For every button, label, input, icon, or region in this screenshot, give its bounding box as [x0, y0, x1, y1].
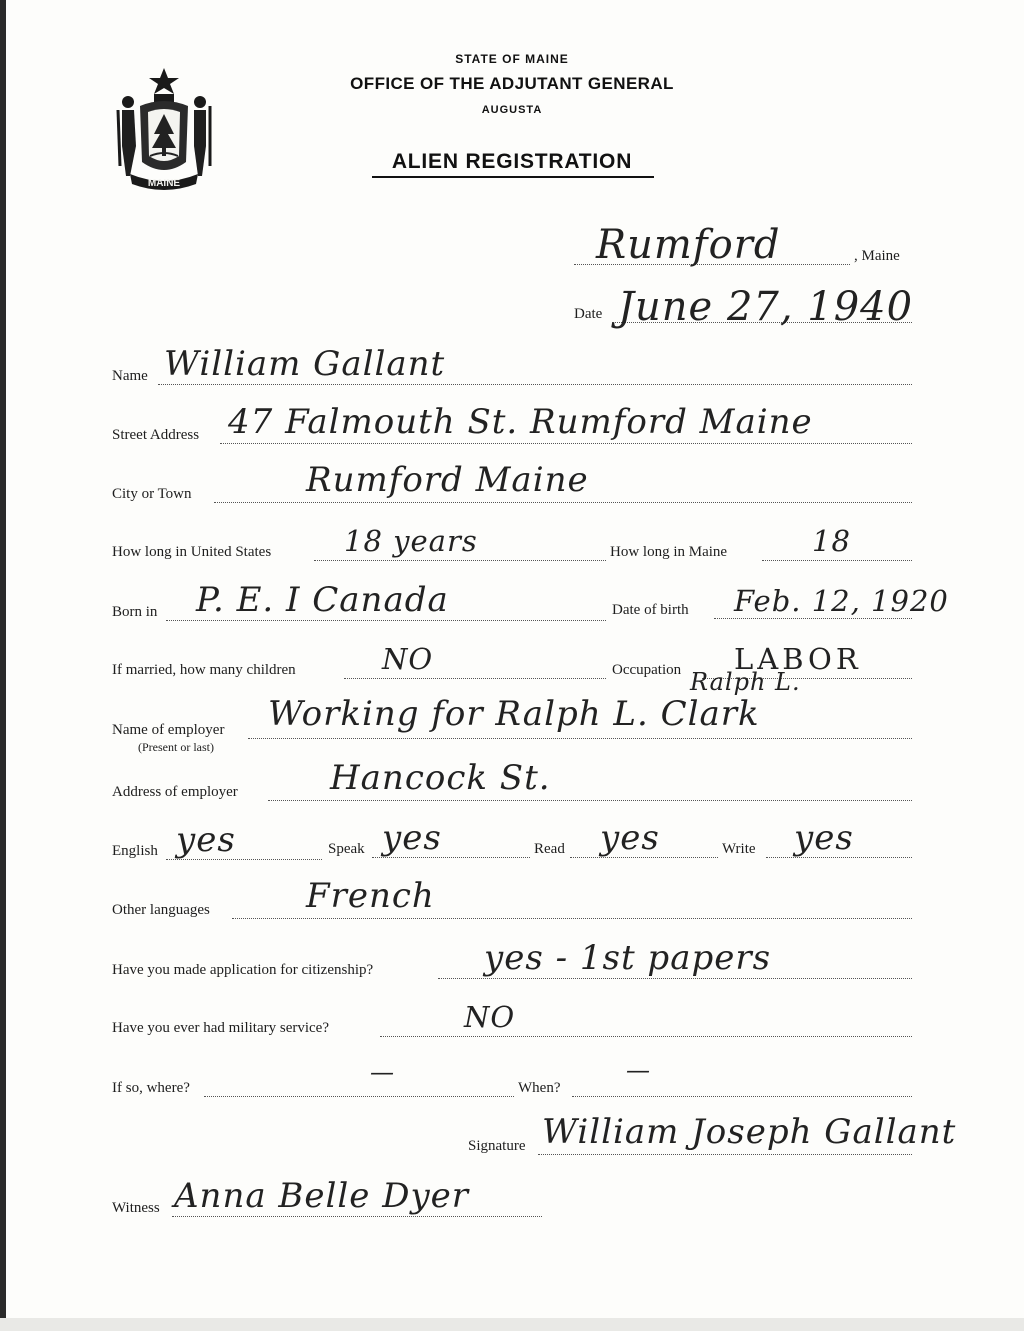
employer-value: Working for Ralph L. Clark — [268, 694, 760, 734]
employer-address-line — [268, 800, 912, 801]
read-label: Read — [534, 841, 565, 857]
city-label: City or Town — [112, 486, 192, 502]
occupation-value: LABOR — [734, 642, 862, 676]
military-value: NO — [464, 1000, 516, 1034]
employer-address-value: Hancock St. — [330, 758, 551, 798]
when-label: When? — [518, 1080, 561, 1096]
if-so-where-value: — — [370, 1058, 395, 1086]
seal-text: MAINE — [147, 178, 181, 189]
date-label: Date — [574, 306, 603, 322]
how-long-maine-value: 18 — [812, 524, 851, 558]
title-underline — [372, 176, 654, 178]
city-line — [214, 502, 912, 503]
how-long-us-value: 18 years — [344, 524, 478, 558]
place-suffix-label: , Maine — [854, 248, 900, 264]
citizenship-line — [438, 978, 912, 979]
name-value: William Gallant — [164, 344, 446, 384]
military-line — [380, 1036, 912, 1037]
name-label: Name — [112, 368, 148, 384]
signature-line — [538, 1154, 912, 1155]
english-label: English — [112, 843, 158, 859]
how-long-us-line — [314, 560, 606, 561]
if-so-where-line — [204, 1096, 514, 1097]
children-line — [344, 678, 606, 679]
write-value: yes — [794, 818, 854, 858]
other-languages-label: Other languages — [112, 902, 210, 918]
date-value: June 27, 1940 — [618, 284, 914, 330]
street-address-label: Street Address — [112, 427, 200, 443]
name-line — [158, 384, 912, 385]
occupation-label: Occupation — [612, 662, 682, 678]
english-value: yes — [176, 820, 236, 860]
read-value: yes — [600, 818, 660, 858]
date-of-birth-label: Date of birth — [612, 602, 689, 618]
speak-value: yes — [382, 818, 442, 858]
street-address-value: 47 Falmouth St. Rumford Maine — [228, 402, 813, 442]
employer-sublabel: (Present or last) — [138, 740, 214, 754]
how-long-maine-line — [762, 560, 912, 561]
header-city: AUGUSTA — [481, 104, 543, 116]
when-value: — — [626, 1056, 651, 1084]
date-of-birth-value: Feb. 12, 1920 — [734, 584, 949, 618]
street-address-line — [220, 443, 912, 444]
other-languages-line — [232, 918, 912, 919]
military-label: Have you ever had military service? — [112, 1020, 329, 1036]
date-of-birth-line — [714, 618, 912, 619]
citizenship-value: yes - 1st papers — [484, 938, 772, 978]
scan-border-bottom — [0, 1318, 1024, 1331]
employer-note: Ralph L. — [690, 668, 801, 696]
speak-label: Speak — [328, 841, 365, 857]
employer-address-label: Address of employer — [112, 784, 238, 800]
born-in-label: Born in — [112, 604, 158, 620]
signature-label: Signature — [468, 1138, 526, 1154]
citizenship-label: Have you made application for citizenship? — [112, 962, 374, 978]
city-value: Rumford Maine — [306, 460, 589, 500]
witness-label: Witness — [112, 1200, 160, 1216]
other-languages-value: French — [306, 876, 435, 916]
when-line — [572, 1096, 912, 1097]
header-office: OFFICE OF THE ADJUTANT GENERAL — [350, 74, 674, 93]
witness-value: Anna Belle Dyer — [174, 1176, 470, 1216]
witness-line — [172, 1216, 542, 1217]
how-long-maine-label: How long in Maine — [610, 544, 728, 560]
state-seal-icon — [110, 66, 218, 192]
header-state: STATE OF MAINE — [455, 52, 569, 66]
children-label: If married, how many children — [112, 662, 296, 678]
employer-label: Name of employer — [112, 722, 225, 738]
form-title: ALIEN REGISTRATION — [391, 150, 633, 173]
place-value: Rumford — [596, 222, 781, 268]
born-in-value: P. E. I Canada — [196, 580, 449, 620]
write-label: Write — [722, 841, 756, 857]
children-value: NO — [382, 642, 434, 676]
if-so-where-label: If so, where? — [112, 1080, 190, 1096]
signature-value: William Joseph Gallant — [542, 1112, 957, 1152]
born-in-line — [166, 620, 606, 621]
how-long-us-label: How long in United States — [112, 544, 272, 560]
scan-border-left — [0, 0, 6, 1331]
employer-line — [248, 738, 912, 739]
